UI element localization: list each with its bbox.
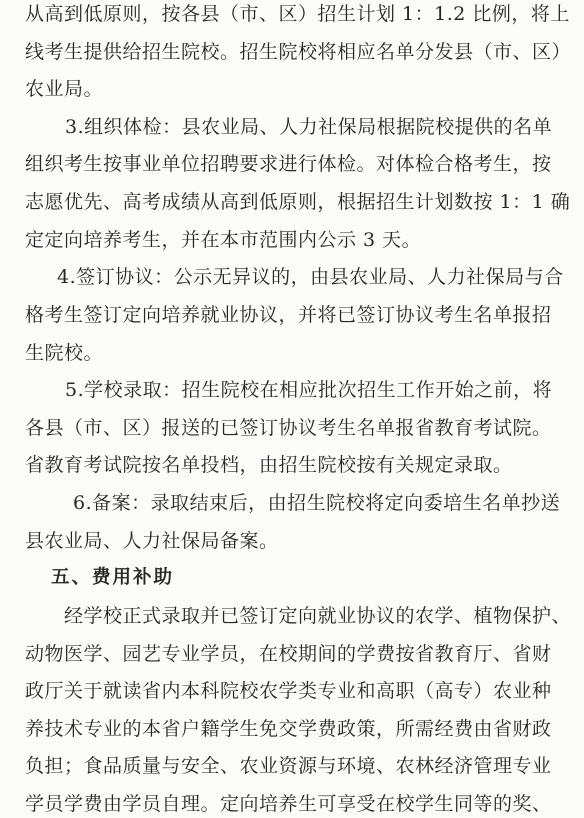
text-line: 格考生签订定向培养就业协议，并将已签订协议考生名单报招 xyxy=(25,304,552,326)
section-item-4: 4.签订协议：公示无异议的，由县农业局、人力社保局与合 xyxy=(57,266,564,288)
text-line: 负担；食品质量与安全、农业资源与环境、农林经济管理专业 xyxy=(25,755,552,777)
text-line: 生院校。 xyxy=(25,342,104,364)
text-line: 组织考生按事业单位招聘要求进行体检。对体检合格考生，按 xyxy=(25,153,552,175)
section-item-3: 3.组织体检：县农业局、人力社保局根据院校提供的名单 xyxy=(65,116,553,138)
text-line: 定定向培养考生，并在本市范围内公示 3 天。 xyxy=(25,229,422,251)
text-line: 养技术专业的本省户籍学生免交学费政策，所需经费由省财政 xyxy=(25,718,552,740)
text-line: 政厅关于就读省内本科院校农学类专业和高职（高专）农业种 xyxy=(25,680,552,702)
text-line: 县农业局、人力社保局备案。 xyxy=(25,530,279,552)
text-line: 志愿优先、高考成绩从高到低原则，根据招生计划数按 1：1 确 xyxy=(25,191,571,213)
text-line: 省教育考试院按名单投档，由招生院校按有关规定录取。 xyxy=(25,454,513,476)
text-line: 各县（市、区）报送的已签订协议考生名单报省教育考试院。 xyxy=(25,417,552,439)
text-line: 农业局。 xyxy=(25,78,104,100)
text-line: 从高到低原则，按各县（市、区）招生计划 1：1.2 比例，将上 xyxy=(25,3,570,25)
text-line: 经学校正式录取并已签订定向就业协议的农学、植物保护、 xyxy=(64,605,572,627)
section-item-6: 6.备案：录取结束后，由招生院校将定向委培生名单抄送 xyxy=(73,492,561,514)
text-line: 学员学费由学员自理。定向培养生可享受在校学生同等的奖、 xyxy=(25,793,552,815)
section-heading: 五、费用补助 xyxy=(51,567,175,588)
section-item-5: 5.学校录取：招生院校在相应批次招生工作开始之前，将 xyxy=(65,379,553,401)
text-line: 动物医学、园艺专业学员，在校期间的学费按省教育厅、省财 xyxy=(25,643,552,665)
text-line: 线考生提供给招生院校。招生院校将相应名单分发县（市、区） xyxy=(25,41,572,63)
